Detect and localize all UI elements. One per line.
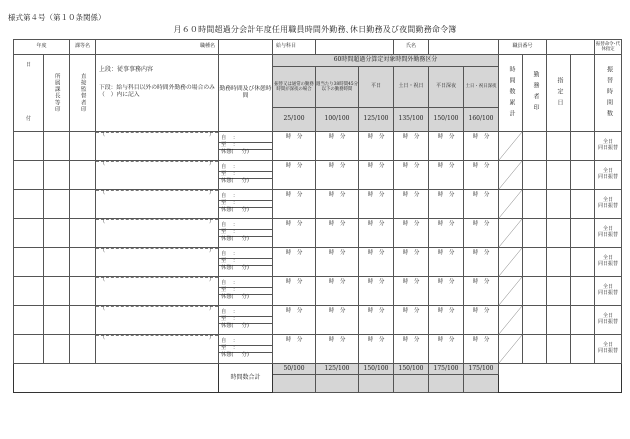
cat4-label: 土日・祝日 [394,67,429,108]
subst-order-label: 振替命令･代休指定 [595,40,622,55]
overtime-ledger-table [13,39,622,393]
hours-cell[interactable]: 時 分 [394,161,429,190]
hours-cell[interactable]: 時 分 [316,132,359,161]
supervisor-seal-cell[interactable] [70,161,96,190]
subst-blank-cell[interactable] [571,190,595,219]
hours-cell[interactable]: 時 分 [359,219,394,248]
position-value[interactable] [219,40,273,55]
work-hours-cell[interactable]: 自 ： 至 ： 休憩( 分) [219,248,273,277]
diagonal-slash-icon [499,306,522,334]
day-label-2: 付 [25,116,31,123]
work-hours-cell[interactable]: 自 ： 至 ： 休憩( 分) [219,335,273,364]
day-cell[interactable] [14,132,44,161]
work-hours-cell[interactable]: 自 ： 至 ： 休憩( 分) [219,277,273,306]
worker-seal-cell[interactable] [523,335,547,364]
supervisor-seal-cell[interactable] [70,306,96,335]
ledger-row [14,248,622,277]
dept-chief-seal-cell[interactable] [44,219,70,248]
dept-chief-seal-cell[interactable] [44,248,70,277]
pay-account-value[interactable] [316,40,394,55]
day-cell[interactable] [14,161,44,190]
footer-total-5[interactable] [429,375,464,393]
task-cell[interactable]: （ ） [96,132,219,161]
hours-cell[interactable]: 時 分 [273,306,316,335]
task-cell[interactable]: （ ） [96,306,219,335]
staff-no-value[interactable] [547,40,595,55]
hours-cell[interactable]: 時 分 [464,161,499,190]
staff-no-label: 職員番号 [499,40,547,55]
work-hours-cell[interactable]: 自 ： 至 ： 休憩( 分) [219,190,273,219]
hours-cell[interactable]: 時 分 [394,306,429,335]
footer-rate-2: 125/100 [316,364,359,375]
dept-chief-seal-cell[interactable] [44,335,70,364]
hours-cell[interactable]: 時 分 [316,190,359,219]
year-label: 年度 [14,40,70,55]
work-hours-cell[interactable]: 自 ： 至 ： 休憩( 分) [219,161,273,190]
hours-cell[interactable]: 時 分 [359,248,394,277]
worker-seal-cell[interactable] [523,161,547,190]
day-cell[interactable] [14,277,44,306]
subst-hours-cell[interactable]: 全日 同日振替 [595,306,622,335]
hours-cell[interactable]: 時 分 [273,190,316,219]
dept-chief-seal-cell[interactable] [44,306,70,335]
day-cell[interactable] [14,335,44,364]
cumulative-cell[interactable] [499,190,523,219]
hours-cell[interactable]: 時 分 [359,132,394,161]
task-cell[interactable]: （ ） [96,161,219,190]
designated-date-cell[interactable] [547,335,571,364]
hours-cell[interactable]: 時 分 [429,219,464,248]
task-cell[interactable]: （ ） [96,248,219,277]
pay-account-label: 給与科目 [273,40,316,55]
cumulative-cell[interactable] [499,132,523,161]
cat1-label: 振替又は通常の勤務時間が深夜の場合 [273,67,316,108]
hours-cell[interactable]: 時 分 [316,248,359,277]
subst-hours-label: 振替時間数 [605,65,613,121]
hours-cell[interactable]: 時 分 [464,190,499,219]
hours-cell[interactable]: 時 分 [464,219,499,248]
worker-seal-cell[interactable] [523,132,547,161]
hours-cell[interactable]: 時 分 [316,306,359,335]
hours-cell[interactable]: 時 分 [394,219,429,248]
hours-cell[interactable]: 時 分 [273,161,316,190]
subst-hours-cell[interactable]: 全日 同日振替 [595,132,622,161]
diagonal-slash-icon [499,190,522,218]
designated-date-label: 指定日 [555,76,563,110]
hours-cell[interactable]: 時 分 [464,335,499,364]
work-hours-label: 勤務時間及び休憩時間 [219,55,273,132]
ledger-row [14,335,622,364]
worker-seal-label: 勤務者印 [531,71,539,115]
hours-cell[interactable]: 時 分 [273,132,316,161]
dept-chief-seal-cell[interactable] [44,190,70,219]
subst-hours-cell[interactable]: 全日 同日振替 [595,161,622,190]
ledger-row [14,306,622,335]
footer-rate-1: 50/100 [273,364,316,375]
designated-date-cell[interactable] [547,190,571,219]
hours-total-label: 時間数累計 [507,65,515,121]
worker-seal-cell[interactable] [523,277,547,306]
hours-cell[interactable]: 時 分 [273,248,316,277]
worker-seal-cell[interactable] [523,190,547,219]
subst-blank-cell[interactable] [571,277,595,306]
worker-seal-cell[interactable] [523,306,547,335]
name-label: 氏名 [394,40,429,55]
diagonal-slash-icon [499,277,522,305]
hours-cell[interactable]: 時 分 [429,190,464,219]
work-hours-cell[interactable]: 自 ： 至 ： 休憩( 分) [219,132,273,161]
hours-cell[interactable]: 時 分 [359,335,394,364]
division-label: 課等名 [70,40,96,55]
hours-cell[interactable]: 時 分 [464,132,499,161]
diagonal-slash-icon [499,248,522,276]
diagonal-slash-icon [499,335,522,363]
footer-rate-row [14,364,622,375]
hours-cell[interactable]: 時 分 [273,219,316,248]
position-label: 職種名 [200,43,216,50]
cat5-label: 平日深夜 [429,67,464,108]
lower-task-label: 下段：給与科目以外の時間外勤務の場合のみ（ ）内に記入 [99,85,215,99]
supervisor-seal-cell[interactable] [70,190,96,219]
footer-total-3[interactable] [359,375,394,393]
designated-date-cell[interactable] [547,219,571,248]
rate-3: 125/100 [359,107,394,131]
cumulative-cell[interactable] [499,277,523,306]
subst-hours-cell[interactable]: 全日 同日振替 [595,219,622,248]
hours-cell[interactable]: 時 分 [359,277,394,306]
subst-blank-cell[interactable] [571,219,595,248]
cumulative-cell[interactable] [499,335,523,364]
hours-cell[interactable]: 時 分 [359,306,394,335]
hours-cell[interactable]: 時 分 [359,190,394,219]
day-cell[interactable] [14,190,44,219]
supervisor-seal-cell[interactable] [70,248,96,277]
supervisor-seal-cell[interactable] [70,277,96,306]
footer-rate-3: 150/100 [359,364,394,375]
cat2-label: 週当たり38時間45分以下の勤務時間 [316,67,359,108]
footer-rate-6: 175/100 [464,364,499,375]
form-id: 様式第４号（第１０条関係） [8,13,106,22]
day-label: 日 [25,62,31,68]
diagonal-slash-icon [499,161,522,189]
upper-task-label: 上段：従事事務内容 [99,65,154,73]
worker-seal-cell[interactable] [523,219,547,248]
hours-cell[interactable]: 時 分 [464,306,499,335]
ledger-row [14,277,622,306]
designated-date-cell[interactable] [547,277,571,306]
hours-cell[interactable]: 時 分 [429,277,464,306]
supervisor-seal-cell[interactable] [70,132,96,161]
subst-blank-cell[interactable] [571,132,595,161]
dept-chief-seal-label: 所属課長等印 [53,73,60,113]
cumulative-cell[interactable] [499,248,523,277]
day-cell[interactable] [14,219,44,248]
hours-cell[interactable]: 時 分 [429,306,464,335]
hours-cell[interactable]: 時 分 [464,248,499,277]
footer-total-4[interactable] [394,375,429,393]
ledger-row [14,190,622,219]
day-cell[interactable] [14,306,44,335]
footer-total-1[interactable] [273,375,316,393]
hours-cell[interactable]: 時 分 [429,132,464,161]
footer-total-6[interactable] [464,375,499,393]
designated-date-cell[interactable] [547,132,571,161]
diagonal-slash-icon [499,219,522,247]
subst-hours-cell[interactable]: 全日 同日振替 [595,277,622,306]
cat6-label: 土日・祝日深夜 [464,67,499,108]
task-cell[interactable]: （ ） [96,277,219,306]
subst-blank-cell[interactable] [571,161,595,190]
hours-cell[interactable]: 時 分 [273,277,316,306]
subst-blank-cell[interactable] [571,335,595,364]
dept-chief-seal-cell[interactable] [44,161,70,190]
supervisor-seal-cell[interactable] [70,219,96,248]
subst-hours-cell[interactable]: 全日 同日振替 [595,190,622,219]
day-cell[interactable] [14,248,44,277]
hours-cell[interactable]: 時 分 [316,277,359,306]
footer-rate-5: 175/100 [429,364,464,375]
subst-hours-cell[interactable]: 全日 同日振替 [595,248,622,277]
hours-cell[interactable]: 時 分 [429,335,464,364]
designated-date-cell[interactable] [547,248,571,277]
over60-label: 60時間超過分算定対象時間外勤務区分 [273,55,499,67]
hours-cell[interactable]: 時 分 [429,248,464,277]
diagonal-slash-icon [499,132,522,160]
designated-date-cell[interactable] [547,161,571,190]
hours-cell[interactable]: 時 分 [316,161,359,190]
ledger-row [14,132,622,161]
cumulative-cell[interactable] [499,306,523,335]
worker-seal-cell[interactable] [523,248,547,277]
dept-chief-seal-cell[interactable] [44,277,70,306]
footer-total-2[interactable] [316,375,359,393]
hours-cell[interactable]: 時 分 [394,190,429,219]
direct-supervisor-seal-label: 直接監督者印 [79,73,86,113]
hours-cell[interactable]: 時 分 [359,161,394,190]
work-hours-cell[interactable]: 自 ： 至 ： 休憩( 分) [219,306,273,335]
hours-cell[interactable]: 時 分 [316,335,359,364]
ledger-row [14,161,622,190]
work-hours-cell[interactable]: 自 ： 至 ： 休憩( 分) [219,219,273,248]
subst-blank-cell[interactable] [571,306,595,335]
hours-cell[interactable]: 時 分 [464,277,499,306]
rate-1: 25/100 [273,107,316,131]
subst-blank-cell[interactable] [571,248,595,277]
footer-rate-4: 150/100 [394,364,429,375]
rate-5: 150/100 [429,107,464,131]
rate-2: 100/100 [316,107,359,131]
hours-cell[interactable]: 時 分 [273,335,316,364]
rate-6: 160/100 [464,107,499,131]
page-title: 月６０時間超過分会計年度任用職員時間外勤務､休日勤務及び夜間勤務命令簿 [173,25,457,34]
hours-cell[interactable]: 時 分 [316,219,359,248]
name-value[interactable] [429,40,499,55]
hours-total-footer-label: 時間数合計 [219,364,273,393]
cumulative-cell[interactable] [499,161,523,190]
hours-cell[interactable]: 時 分 [394,277,429,306]
supervisor-seal-cell[interactable] [70,335,96,364]
ledger-row [14,219,622,248]
header-row [14,40,622,55]
rate-4: 135/100 [394,107,429,131]
subst-hours-cell[interactable]: 全日 同日振替 [595,335,622,364]
cumulative-cell[interactable] [499,219,523,248]
dept-chief-seal-cell[interactable] [44,132,70,161]
hours-cell[interactable]: 時 分 [394,335,429,364]
task-cell[interactable]: （ ） [96,335,219,364]
hours-cell[interactable]: 時 分 [394,132,429,161]
task-cell[interactable]: （ ） [96,219,219,248]
designated-date-cell[interactable] [547,306,571,335]
hours-cell[interactable]: 時 分 [429,161,464,190]
cat3-label: 平日 [359,67,394,108]
hours-cell[interactable]: 時 分 [394,248,429,277]
task-cell[interactable]: （ ） [96,190,219,219]
